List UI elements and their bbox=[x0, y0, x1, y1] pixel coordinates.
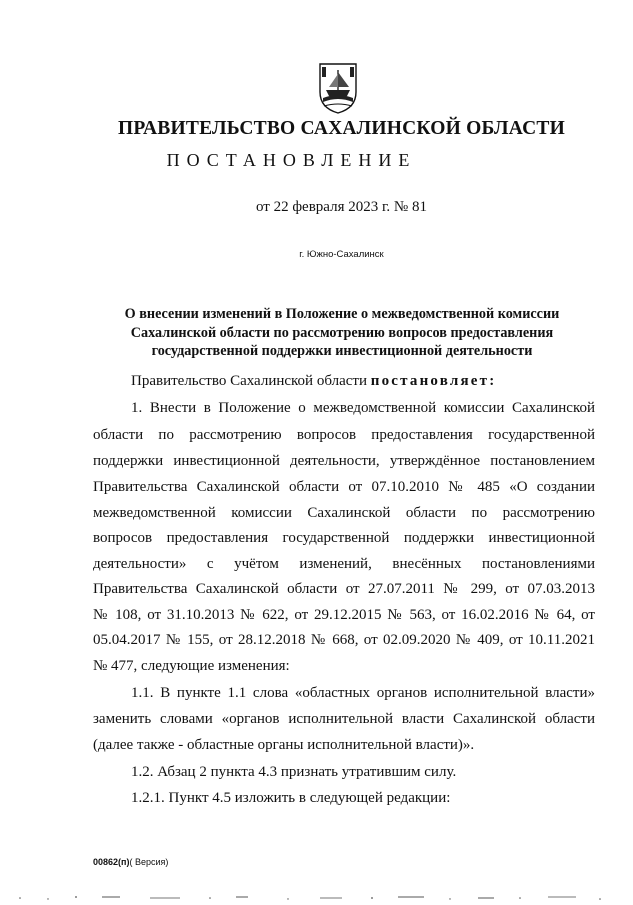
document-date-number: от 22 февраля 2023 г. № 81 bbox=[255, 199, 427, 215]
body-line: Правительства Сахалинской области от 07.10.2010 № 485 «О создании bbox=[93, 479, 595, 495]
subject-line: О внесении изменений в Положение о межведомственной комиссии bbox=[124, 306, 560, 322]
footer-version bbox=[93, 857, 168, 867]
document-city: г. Южно-Сахалинск bbox=[299, 249, 384, 260]
body-line: деятельности» с учётом изменений, внесённых постановлениями bbox=[93, 556, 595, 572]
preamble-text: Правительство Сахалинской области bbox=[131, 373, 371, 389]
body-line: № 477, следующие изменения: bbox=[93, 658, 290, 674]
body-line: 1.2.1. Пункт 4.5 изложить в следующей редакции: bbox=[131, 790, 451, 806]
government-title: ПРАВИТЕЛЬСТВО САХАЛИНСКОЙ ОБЛАСТИ bbox=[118, 118, 565, 139]
body-line: № 108, от 31.10.2013 № 622, от 29.12.2015 № 563, от 16.02.2016 № 64, от bbox=[93, 607, 595, 623]
preamble bbox=[131, 373, 633, 390]
preamble-emphasis: постановляет: bbox=[370, 373, 497, 389]
body-line: 05.04.2017 № 155, от 28.12.2018 № 668, от 02.09.2020 № 409, от 10.11.2021 bbox=[93, 632, 595, 648]
body-line: поддержки инвестиционной деятельности, утверждённое постановлением bbox=[93, 453, 595, 469]
body-line: 1.2. Абзац 2 пункта 4.3 признать утратившим силу. bbox=[131, 764, 457, 780]
subject-line: Сахалинской области по рассмотрению вопросов предоставления bbox=[130, 324, 554, 341]
footer-code: 00862(п) bbox=[93, 857, 130, 867]
body-line: области по рассмотрению вопросов предоставления государственной bbox=[93, 427, 595, 443]
body-line: вопросов предоставления государственной поддержки инвестиционной bbox=[93, 530, 595, 546]
body-line: межведомственной комиссии Сахалинской области по рассмотрению bbox=[93, 505, 595, 521]
footer-label: ( Версия) bbox=[129, 857, 169, 867]
body-line: (далее также - областные органы исполнительной власти)». bbox=[93, 737, 475, 753]
scan-artifact-strip bbox=[0, 890, 633, 905]
coat-of-arms-icon bbox=[318, 62, 358, 114]
body-line: Правительства Сахалинской области от 27.07.2011 № 299, от 07.03.2013 bbox=[93, 581, 595, 597]
document-subject bbox=[92, 305, 592, 361]
body-line: 1.1. В пункте 1.1 слова «областных органов исполнительной власти» bbox=[131, 685, 595, 701]
body-line: 1. Внести в Положение о межведомственной комиссии Сахалинской bbox=[131, 400, 595, 416]
body-line: заменить словами «органов исполнительной власти Сахалинской области bbox=[93, 711, 595, 727]
document-type: ПОСТАНОВЛЕНИЕ bbox=[166, 150, 417, 170]
subject-line: государственной поддержки инвестиционной деятельности bbox=[151, 343, 533, 359]
